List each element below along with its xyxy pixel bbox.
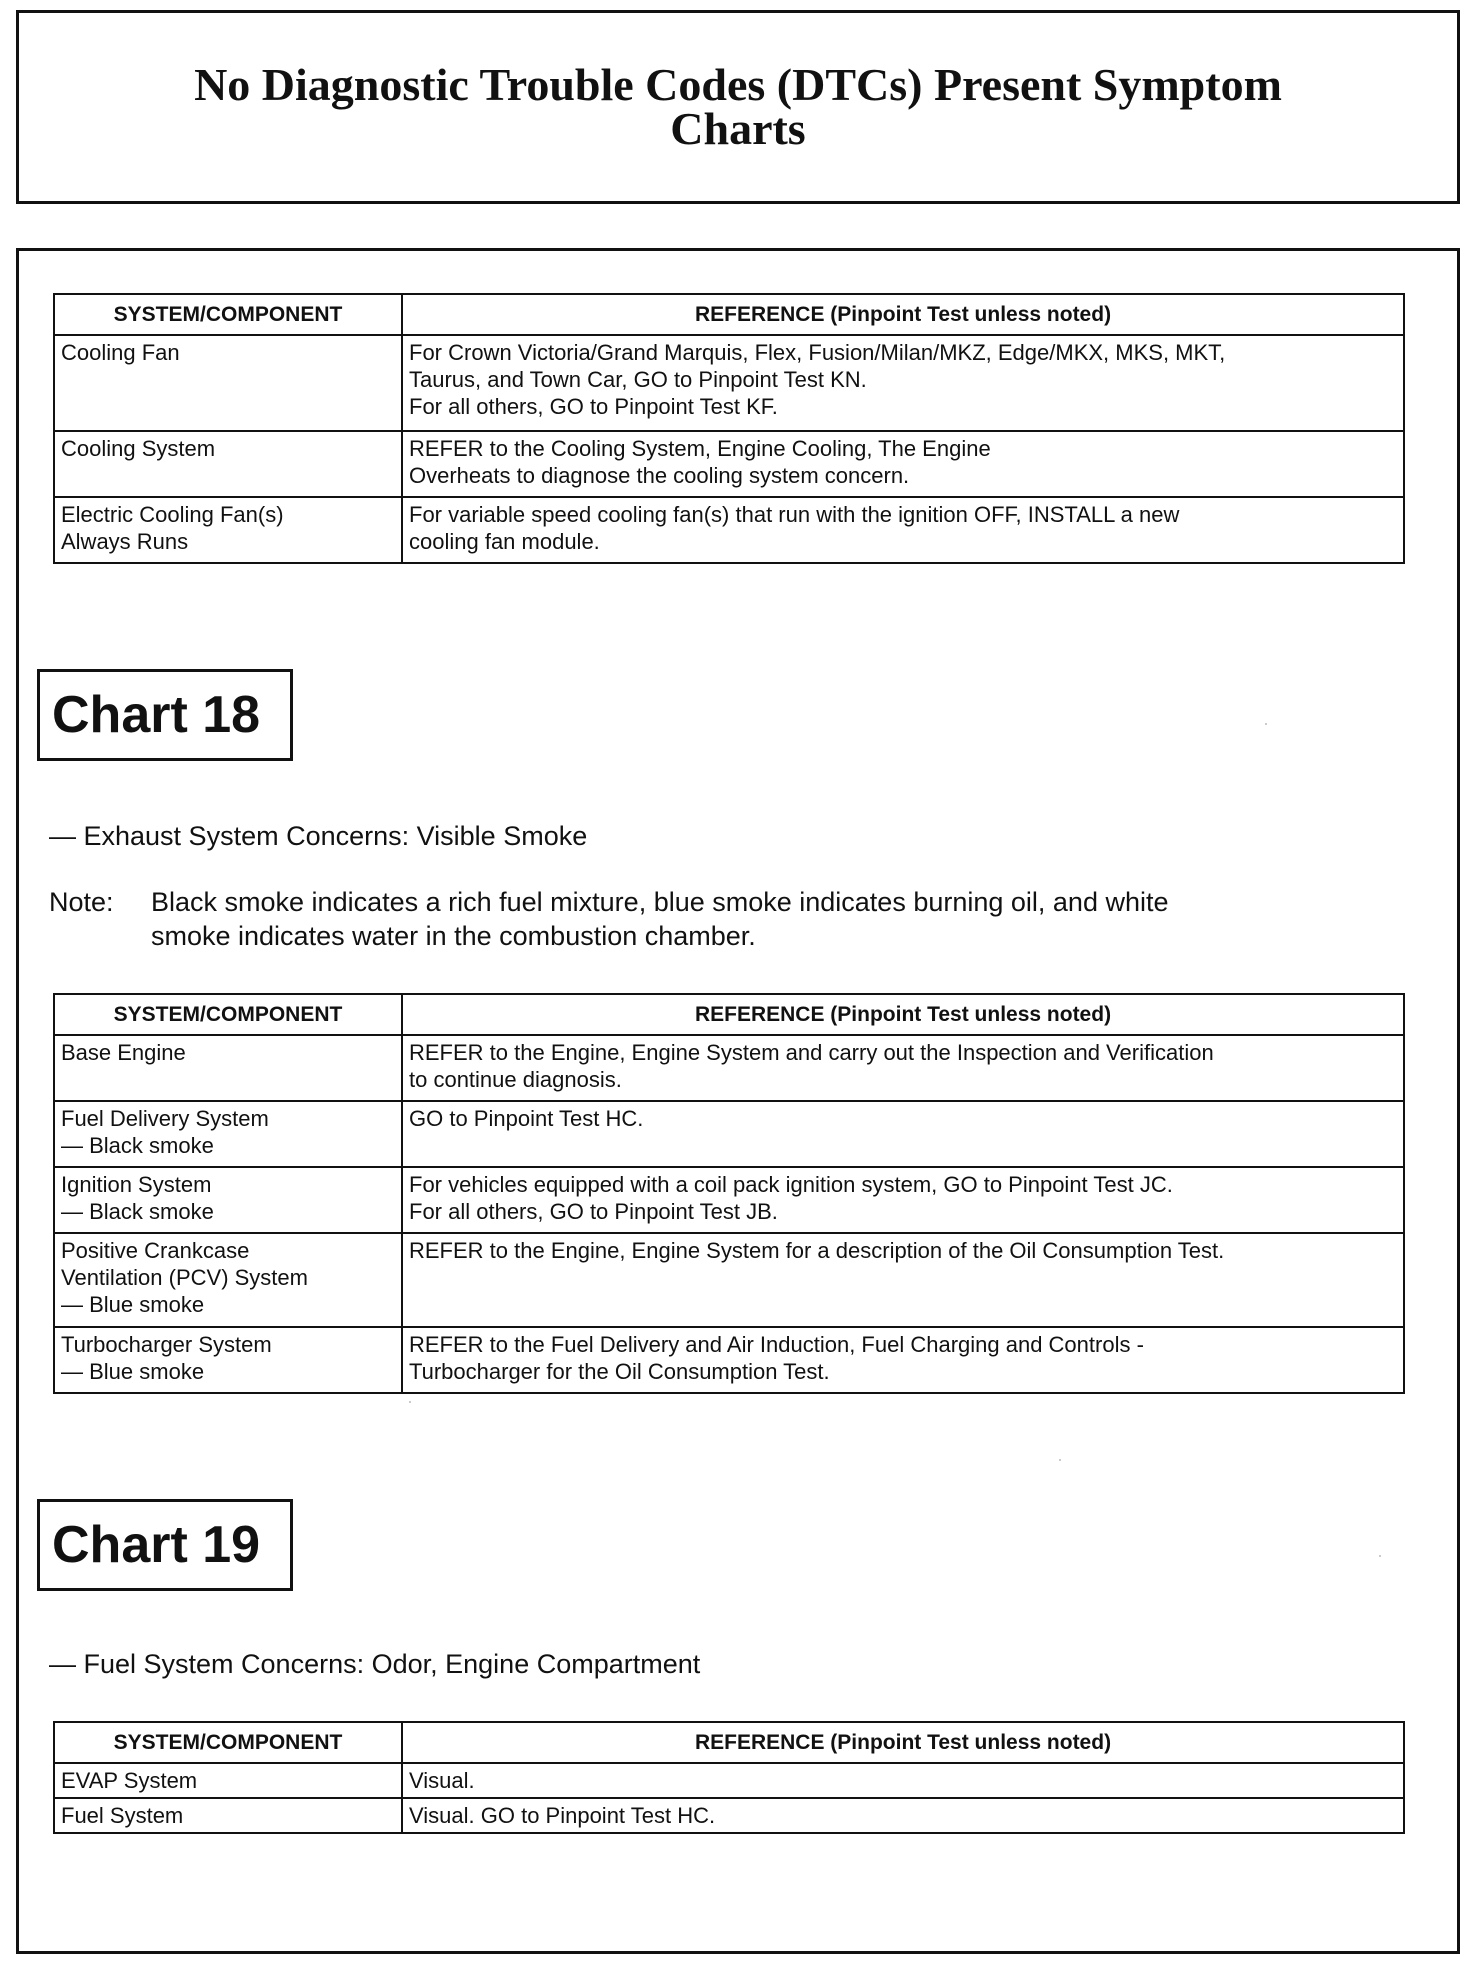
component-cell — [54, 1101, 402, 1167]
reference-text: REFER to the Cooling System, Engine Cooling, The Engine — [409, 436, 991, 461]
reference-text: For variable speed cooling fan(s) that run with the ignition OFF, INSTALL a new — [409, 502, 1180, 527]
component-text: Turbocharger System — [61, 1332, 272, 1357]
scan-speck — [409, 1401, 411, 1403]
component-text: Ventilation (PCV) System — [61, 1265, 308, 1290]
chart-19-heading — [37, 1499, 293, 1591]
table-row — [54, 1327, 1404, 1393]
reference-cell — [402, 1798, 1404, 1833]
component-text: Fuel System — [61, 1803, 184, 1828]
reference-cell — [402, 1167, 1404, 1233]
component-cell — [54, 335, 402, 431]
reference-text: Taurus, and Town Car, GO to Pinpoint Test KN. — [409, 367, 867, 392]
table-header-row — [54, 994, 1404, 1035]
component-cell — [54, 1798, 402, 1833]
reference-text: For all others, GO to Pinpoint Test JB. — [409, 1199, 778, 1224]
reference-cell — [402, 1035, 1404, 1101]
header-reference: REFERENCE (Pinpoint Test unless noted) — [402, 294, 1404, 335]
table-row — [54, 1035, 1404, 1101]
table-row — [54, 1101, 1404, 1167]
reference-cell — [402, 431, 1404, 497]
table-row — [54, 1167, 1404, 1233]
reference-text: For all others, GO to Pinpoint Test KF. — [409, 394, 778, 419]
note-line: Black smoke indicates a rich fuel mixture, blue smoke indicates burning oil, and white — [151, 887, 1169, 917]
chart-18-concern: — Exhaust System Concerns: Visible Smoke — [49, 821, 588, 851]
component-text: Cooling System — [61, 436, 216, 461]
page-title-line2: Charts — [670, 103, 806, 154]
component-text: — Blue smoke — [61, 1359, 205, 1384]
component-text: EVAP System — [61, 1768, 198, 1793]
component-cell — [54, 1167, 402, 1233]
scan-speck — [1059, 1459, 1061, 1461]
reference-cell — [402, 1101, 1404, 1167]
reference-text: cooling fan module. — [409, 529, 600, 554]
reference-text: REFER to the Engine, Engine System for a description of the Oil Consumption Test. — [409, 1238, 1225, 1263]
reference-text: Overheats to diagnose the cooling system concern. — [409, 463, 910, 488]
component-text: Positive Crankcase — [61, 1238, 250, 1263]
table-row — [54, 431, 1404, 497]
page-title-box — [16, 10, 1460, 204]
scan-speck — [1379, 1555, 1381, 1557]
reference-cell — [402, 335, 1404, 431]
component-text: Electric Cooling Fan(s) — [61, 502, 284, 527]
content-frame — [16, 248, 1460, 1954]
header-system-component: SYSTEM/COMPONENT — [54, 994, 402, 1035]
table-header-row — [54, 294, 1404, 335]
table-row — [54, 335, 1404, 431]
note-label: Note: — [49, 887, 114, 917]
chart-19-table — [53, 1721, 1405, 1834]
note-text — [151, 885, 1389, 953]
chart-18-label: Chart 18 — [52, 686, 261, 744]
header-system-component: SYSTEM/COMPONENT — [54, 1722, 402, 1763]
chart-18-table — [53, 993, 1405, 1394]
reference-text: to continue diagnosis. — [409, 1067, 622, 1092]
reference-cell — [402, 1327, 1404, 1393]
component-text: Ignition System — [61, 1172, 212, 1197]
component-cell — [54, 1327, 402, 1393]
component-text: — Black smoke — [61, 1199, 214, 1224]
reference-text: Visual. GO to Pinpoint Test HC. — [409, 1803, 716, 1828]
component-text: Fuel Delivery System — [61, 1106, 269, 1131]
chart-19-concern: — Fuel System Concerns: Odor, Engine Compartment — [49, 1649, 701, 1679]
reference-cell — [402, 1233, 1404, 1327]
scan-speck — [1265, 723, 1267, 725]
table-row — [54, 1233, 1404, 1327]
component-cell — [54, 497, 402, 563]
table-row — [54, 1798, 1404, 1833]
component-text: Cooling Fan — [61, 340, 180, 365]
component-cell — [54, 431, 402, 497]
component-text: Always Runs — [61, 529, 189, 554]
component-text: — Blue smoke — [61, 1292, 205, 1317]
reference-text: For vehicles equipped with a coil pack ignition system, GO to Pinpoint Test JC. — [409, 1172, 1173, 1197]
note-line: smoke indicates water in the combustion chamber. — [151, 921, 756, 951]
header-system-component: SYSTEM/COMPONENT — [54, 294, 402, 335]
chart-19-label: Chart 19 — [52, 1516, 261, 1574]
page-title-line1: No Diagnostic Trouble Codes (DTCs) Present Symptom — [194, 59, 1282, 110]
chart-18-note — [49, 885, 1389, 953]
component-cell — [54, 1233, 402, 1327]
reference-cell — [402, 1763, 1404, 1798]
page-title — [194, 59, 1282, 154]
reference-text: REFER to the Fuel Delivery and Air Induction, Fuel Charging and Controls - — [409, 1332, 1144, 1357]
component-text: — Black smoke — [61, 1133, 214, 1158]
reference-text: REFER to the Engine, Engine System and carry out the Inspection and Verification — [409, 1040, 1214, 1065]
component-cell — [54, 1035, 402, 1101]
header-reference: REFERENCE (Pinpoint Test unless noted) — [402, 1722, 1404, 1763]
component-text: Base Engine — [61, 1040, 186, 1065]
reference-cell — [402, 497, 1404, 563]
table-row — [54, 497, 1404, 563]
reference-text: For Crown Victoria/Grand Marquis, Flex, Fusion/Milan/MKZ, Edge/MKX, MKS, MKT, — [409, 340, 1226, 365]
component-cell — [54, 1763, 402, 1798]
reference-text: Visual. — [409, 1768, 475, 1793]
cooling-table — [53, 293, 1405, 564]
chart-18-heading — [37, 669, 293, 761]
table-row — [54, 1763, 1404, 1798]
table-header-row — [54, 1722, 1404, 1763]
header-reference: REFERENCE (Pinpoint Test unless noted) — [402, 994, 1404, 1035]
reference-text: GO to Pinpoint Test HC. — [409, 1106, 644, 1131]
reference-text: Turbocharger for the Oil Consumption Test. — [409, 1359, 830, 1384]
